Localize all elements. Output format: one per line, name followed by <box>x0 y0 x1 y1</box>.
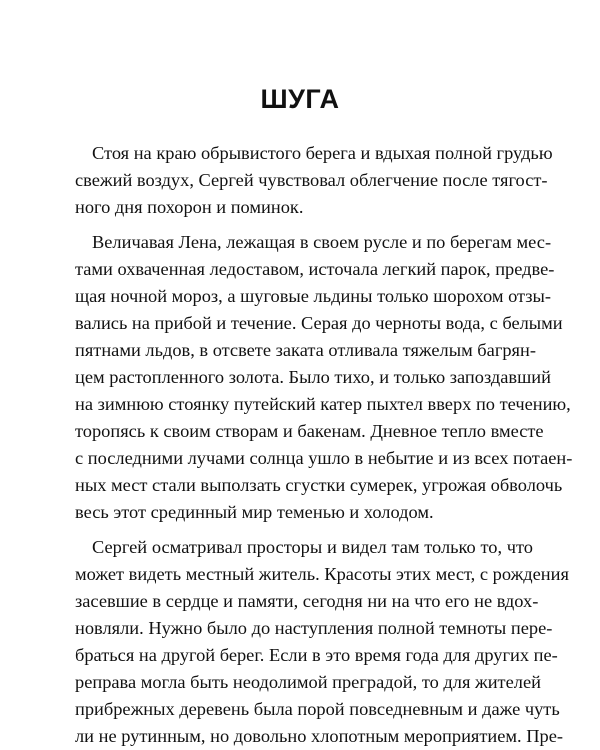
text-line: вались на прибой и течение. Серая до черноты вода, с белыми <box>75 313 563 333</box>
text-line: Величавая Лена, лежащая в своем русле и по берегам мес- <box>92 232 552 252</box>
text-line: ных мест стали выползать сгустки сумерек, угрожая обволочь <box>75 475 563 495</box>
text-line: ли не рутинным, но довольно хлопотным мероприятием. Пре- <box>75 726 564 746</box>
text-line: цем растопленного золота. Было тихо, и только запоздавший <box>75 367 551 387</box>
text-line: Стоя на краю обрывистого берега и вдыхая полной грудью <box>92 143 553 163</box>
paragraph-1 <box>75 140 553 221</box>
text-line: пятнами льдов, в отсвете заката отливала тяжелым багрян- <box>75 340 536 360</box>
text-line: тами охваченная ледоставом, источала легкий парок, предве- <box>75 259 555 279</box>
text-line: Сергей осматривал просторы и видел там только то, что <box>92 537 533 557</box>
text-line: на зимнюю стоянку путейский катер пыхтел вверх по течению, <box>75 394 571 414</box>
text-line: щая ночной мороз, а шуговые льдины только шорохом отзы- <box>75 286 552 306</box>
text-line: торопясь к своим створам и бакенам. Дневное тепло вместе <box>75 421 544 441</box>
text-line: свежий воздух, Сергей чувствовал облегчение после тягост- <box>75 170 548 190</box>
text-line: реправа могла быть неодолимой преградой, то для жителей <box>75 672 541 692</box>
paragraph-2 <box>75 229 573 526</box>
text-line: с последними лучами солнца ушло в небытие и из всех потаен- <box>75 448 573 468</box>
body-text <box>75 140 573 750</box>
text-line: браться на другой берег. Если в это время года для других пе- <box>75 645 558 665</box>
text-line: прибрежных деревень была порой повседневным и даже чуть <box>75 699 560 719</box>
text-line: засевшие в сердце и памяти, сегодня ни на что его не вдох- <box>75 591 539 611</box>
chapter-title: ШУГА <box>260 84 340 114</box>
text-line: новляли. Нужно было до наступления полной темноты пере- <box>75 618 553 638</box>
text-line: может видеть местный житель. Красоты этих мест, с рождения <box>75 564 569 584</box>
text-line: весь этот срединный мир теменью и холодом. <box>75 502 434 522</box>
text-line: ного дня похорон и поминок. <box>75 197 304 217</box>
paragraph-3 <box>75 534 569 750</box>
